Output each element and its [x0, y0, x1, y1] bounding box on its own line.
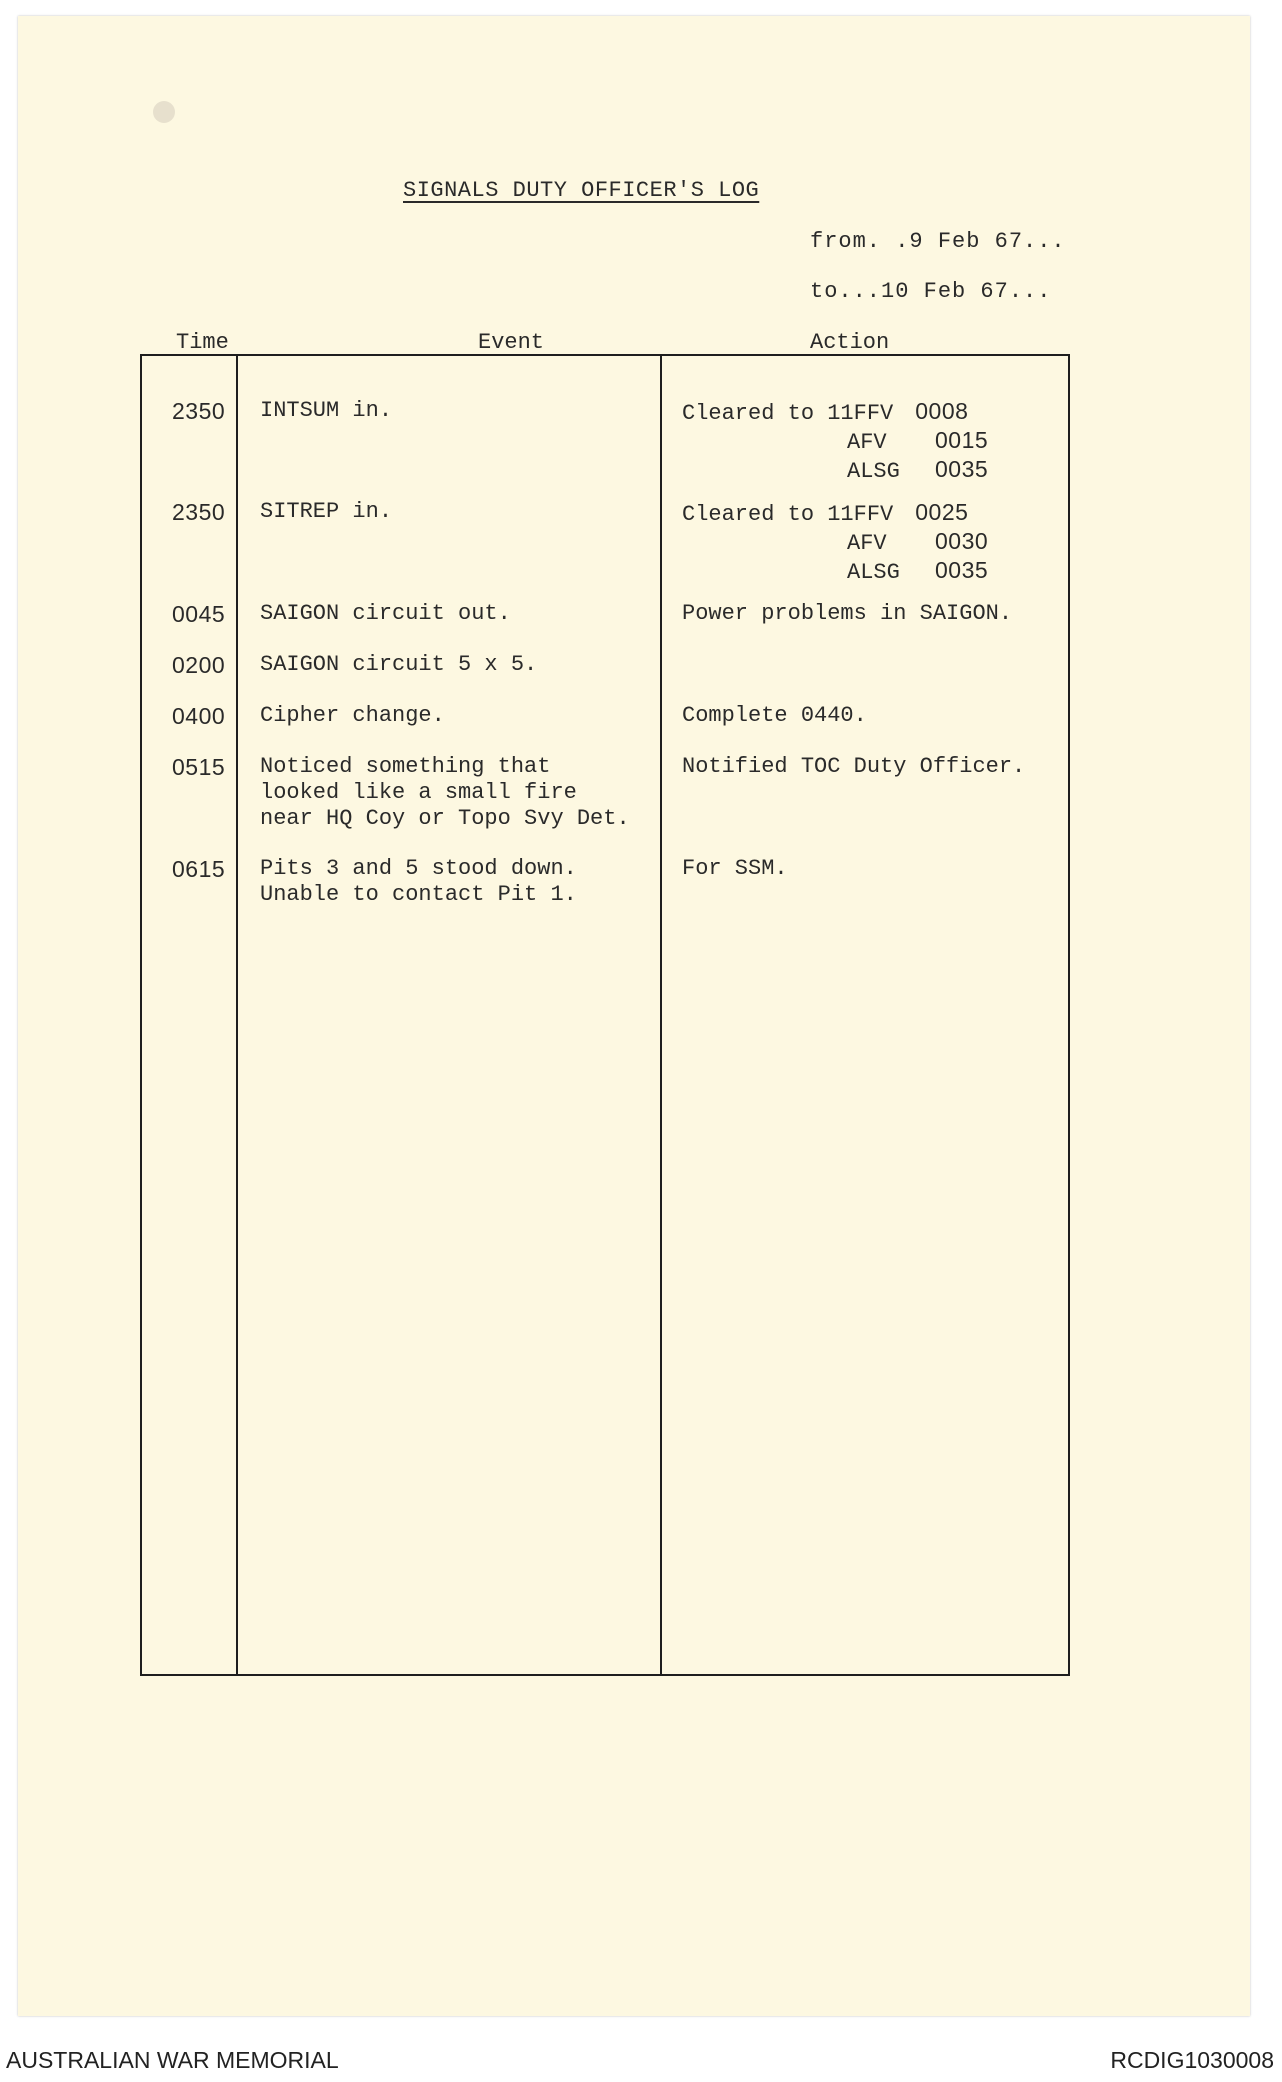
- destination-time: 0025: [915, 499, 969, 525]
- entry-action: Complete 0440.: [682, 703, 867, 728]
- document-page: [18, 16, 1250, 2016]
- entry-action: [682, 398, 988, 485]
- column-header-event: Event: [478, 330, 545, 355]
- destination-code: 11FFV: [827, 502, 894, 527]
- entry-event: SAIGON circuit out.: [260, 601, 511, 626]
- destination-time: 0035: [935, 557, 989, 583]
- entry-time: 2350: [172, 398, 226, 424]
- entry-event: INTSUM in.: [260, 398, 393, 423]
- entry-time: 0400: [172, 703, 226, 729]
- entry-action: For SSM.: [682, 856, 788, 881]
- entry-action: [682, 499, 988, 586]
- column-header-action: Action: [810, 330, 890, 355]
- date-from: from. .9 Feb 67...: [810, 229, 1066, 254]
- entry-event: Pits 3 and 5 stood down. Unable to contact Pit 1.: [260, 856, 577, 907]
- destination-code: ALSG: [847, 459, 900, 484]
- footer-reference: RCDIG1030008: [1110, 2047, 1274, 2073]
- paper-mark: [153, 101, 175, 123]
- destination-code: AFV: [847, 430, 887, 455]
- footer-credit: AUSTRALIAN WAR MEMORIAL: [6, 2047, 339, 2073]
- destination: [847, 557, 989, 585]
- column-divider: [236, 356, 238, 1674]
- entry-event: Cipher change.: [260, 703, 445, 728]
- destination-code: AFV: [847, 531, 887, 556]
- destination: [847, 427, 989, 455]
- log-table: [140, 354, 1070, 1676]
- destination-code: 11FFV: [827, 401, 894, 426]
- destination: [827, 499, 969, 527]
- destination-time: 0035: [935, 456, 989, 482]
- document-title: SIGNALS DUTY OFFICER'S LOG: [403, 178, 760, 203]
- column-divider: [660, 356, 662, 1674]
- destination: [847, 456, 989, 484]
- entry-event: SAIGON circuit 5 x 5.: [260, 652, 538, 677]
- destination-time: 0015: [935, 427, 989, 453]
- destination: [847, 528, 989, 556]
- destination: [827, 398, 969, 426]
- date-to: to...10 Feb 67...: [810, 279, 1052, 304]
- entry-time: 0515: [172, 754, 226, 780]
- entry-event: Noticed something that looked like a small fire near HQ Coy or Topo Svy Det.: [260, 754, 630, 831]
- entry-action: Power problems in SAIGON.: [682, 601, 1013, 626]
- column-header-time: Time: [176, 330, 229, 355]
- action-prefix: Cleared to: [682, 401, 815, 426]
- entry-action: Notified TOC Duty Officer.: [682, 754, 1026, 779]
- entry-event: SITREP in.: [260, 499, 393, 524]
- action-prefix: Cleared to: [682, 502, 815, 527]
- destination-code: ALSG: [847, 560, 900, 585]
- entry-time: 0615: [172, 856, 226, 882]
- destination-time: 0030: [935, 528, 989, 554]
- destination-time: 0008: [915, 398, 969, 424]
- entry-time: 0045: [172, 601, 226, 627]
- entry-time: 2350: [172, 499, 226, 525]
- entry-time: 0200: [172, 652, 226, 678]
